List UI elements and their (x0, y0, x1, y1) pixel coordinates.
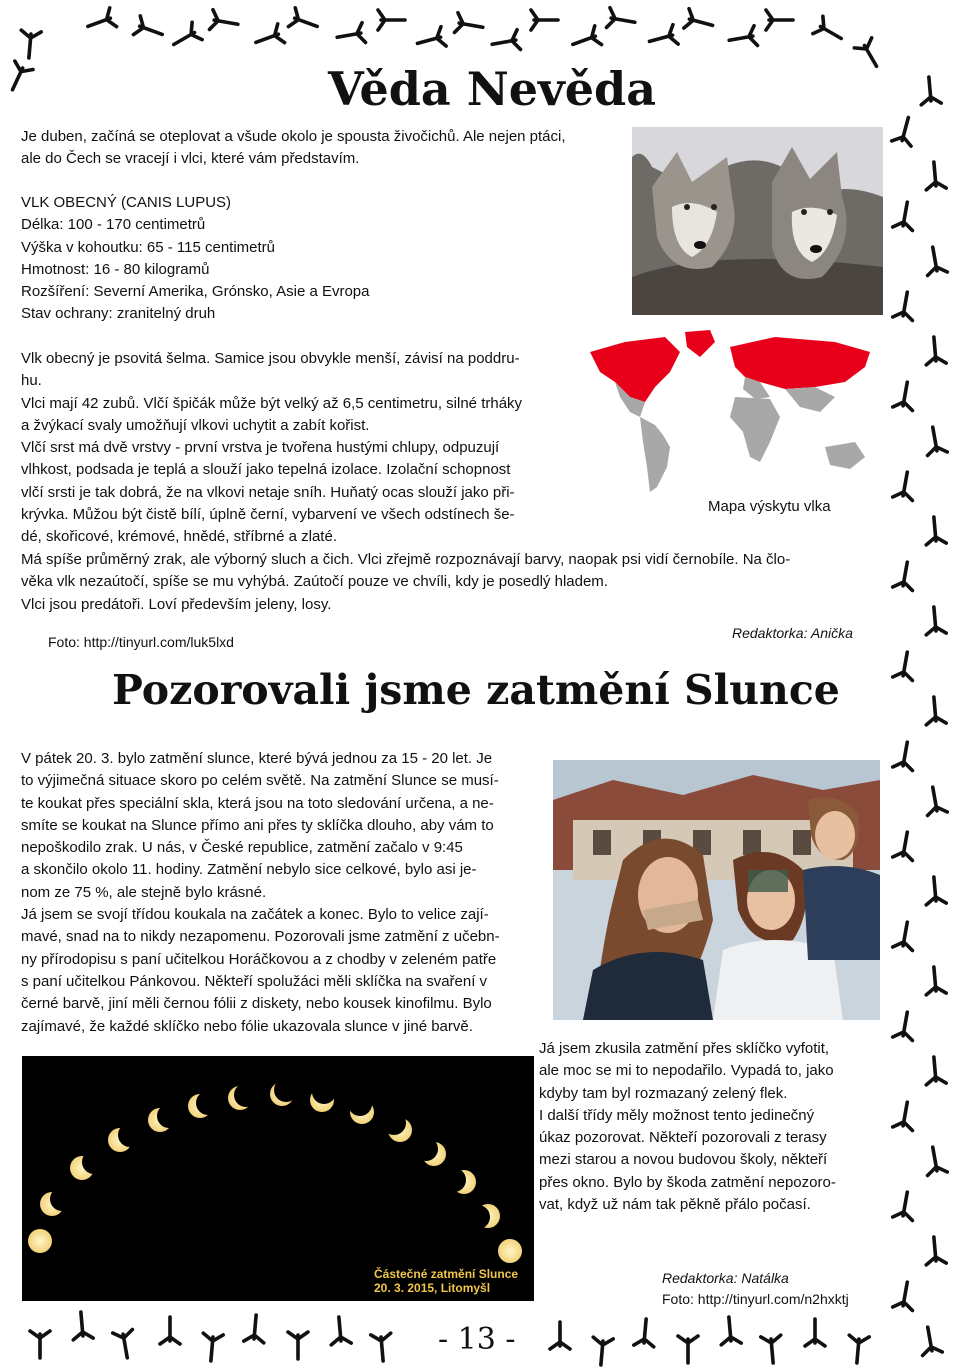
eclipse-body-left (21, 748, 549, 1038)
text-line: přes okno. Bylo by škoda zatmění nepozoro- (539, 1173, 836, 1191)
photo-credit-link-2[interactable]: Foto: http://tinyurl.com/n2hxktj (662, 1291, 849, 1307)
article-title-veda-neveda: Věda Nevěda (328, 62, 656, 116)
author-credit-2: Redaktorka: Natálka (662, 1270, 789, 1286)
text-line: a skončilo okolo 11. hodiny. Zatmění nebylo sice celkové, bylo asi je- (21, 861, 477, 879)
text-line: nom ze 75 %, ale stejně bylo krásné. (21, 883, 267, 901)
text-line: mavé, snad na to nikdy nezapomenu. Pozorovali jsme zatmění z učebn- (21, 928, 500, 946)
map-caption: Mapa výskytu vlka (708, 498, 831, 515)
text-line: kdyby tam byl rozmazaný zelený flek. (539, 1084, 788, 1102)
page-number: - 13 - (438, 1322, 516, 1357)
text-line: vlčí srsti je tak dobrá, že na vlkovi netaje sníh. Huňatý ocas slouží jako při- (21, 483, 515, 501)
text-line: s paní učitelkou Pánkovou. Někteří spolužáci měli sklíčka na svaření v (21, 972, 488, 990)
text-line: to výjimečná situace skoro po celém světě. Na zatmění Slunce se musí- (21, 772, 499, 790)
text-line: a žvýkací svaly umožňují vlkovi uchytit a zabít kořist. (21, 416, 370, 434)
text-line: Vlci jsou predátoři. Loví především jeleny, losy. (21, 595, 332, 613)
caption-line: 20. 3. 2015, Litomyšl (374, 1281, 491, 1295)
caption-line: Částečné zatmění Slunce (374, 1267, 519, 1281)
text-line: vat, když už nám tak pěkně přálo počasí. (539, 1196, 811, 1214)
students-observing-photo (553, 760, 880, 1020)
text-line: věka vlk nezaútočí, spíše se mu vyhýbá. Zaútočí pouze ve chvíli, kdy je posedlý hladem. (21, 573, 608, 591)
text-line: ale do Čech se vracejí i vlci, které vám představím. (21, 150, 360, 168)
wolf-range-map (585, 327, 880, 502)
author-credit: Redaktorka: Anička (732, 625, 853, 641)
photo-credit-link[interactable]: Foto: http://tinyurl.com/luk5lxd (48, 634, 234, 650)
text-line: Vlčí srst má dvě vrstvy - první vrstva je tvořena hustými chlupy, odpuzují (21, 439, 500, 457)
fact-line: Hmotnost: 16 - 80 kilogramů (21, 260, 210, 278)
eclipse-phases (22, 1056, 534, 1301)
text-line: dé, skořicové, krémové, hnědé, stříbrné a zlaté. (21, 528, 337, 546)
text-line: Vlk obecný je psovitá šelma. Samice jsou obvykle menší, závisí na poddru- (21, 350, 520, 367)
text-line: te koukat přes speciální skla, která jsou na toto sledování určena, a ne- (21, 794, 494, 812)
fact-line: Stav ochrany: zranitelný druh (21, 305, 216, 323)
text-line: vlhkost, podsada je teplá a slouží jako tepelná izolace. Izolační schopnost (21, 461, 511, 479)
fact-line: Výška v kohoutku: 65 - 115 centimetrů (21, 238, 276, 256)
text-line: Je duben, začíná se oteplovat a všude okolo je spousta živočichů. Ale nejen ptáci, (21, 128, 566, 145)
eclipse-body-right (539, 1038, 881, 1216)
text-line: ale moc se mi to nepodařilo. Vypadá to, jako (539, 1062, 834, 1080)
text-line: hu. (21, 372, 42, 390)
text-line: zajímavé, že každé sklíčko nebo fólie ukazovala slunce v jiné barvě. (21, 1017, 473, 1035)
text-line: ny přírodopisu s paní učitelkou Horáčkovou a z chodby v zeleném patře (21, 950, 497, 968)
facts-heading: VLK OBECNÝ (CANIS LUPUS) (21, 194, 232, 211)
text-line: smíte se koukat na Slunce přímo ani přes ty sklíčka dlouho, aby vám to (21, 816, 494, 834)
text-line: černé barvě, jiní měli černou fólii z diskety, nebo kousek kinofilmu. Bylo (21, 995, 492, 1013)
text-line: Má spíše průměrný zrak, ale výborný sluch a čich. Vlci zřejmě rozpoznávají barvy, naopak psi vidí černobíle. Na člo- (21, 551, 791, 568)
text-line: Já jsem zkusila zatmění přes sklíčko vyfotit, (539, 1040, 830, 1057)
text-line: krývka. Můžou být čistě bílí, úplně černí, vybarvení ve všech odstínech še- (21, 506, 515, 524)
text-line: Já jsem se svojí třídou koukala na začátek a konec. Bylo to velice zají- (21, 906, 489, 924)
text-line: Vlci mají 42 zubů. Vlčí špičák může být velký až 6,5 centimetru, silné trháky (21, 394, 523, 412)
text-line: mezi starou a novou budovou školy, někteří (539, 1151, 828, 1169)
text-line: nepoškodilo zrak. U nás, v České republice, zatmění začalo v 9:45 (21, 839, 463, 857)
wolves-photo (632, 127, 883, 315)
text-line: úkaz pozorovat. Někteří pozorovali z terasy (539, 1129, 827, 1147)
fact-line: Délka: 100 - 170 centimetrů (21, 216, 206, 234)
fact-line: Rozšíření: Severní Amerika, Grónsko, Asie a Evropa (21, 283, 370, 301)
wolf-description-wide (21, 549, 871, 616)
wolf-facts (21, 192, 441, 326)
eclipse-sequence-photo (22, 1056, 534, 1301)
article-title-eclipse: Pozorovali jsme zatmění Slunce (112, 666, 840, 714)
intro-paragraph (21, 126, 621, 171)
text-line: V pátek 20. 3. bylo zatmění slunce, které bývá jednou za 15 - 20 let. Je (21, 750, 493, 767)
wolf-description-narrow (21, 348, 581, 549)
text-line: I další třídy měly možnost tento jedinečný (539, 1106, 815, 1124)
eclipse-photo-caption (374, 1267, 518, 1295)
